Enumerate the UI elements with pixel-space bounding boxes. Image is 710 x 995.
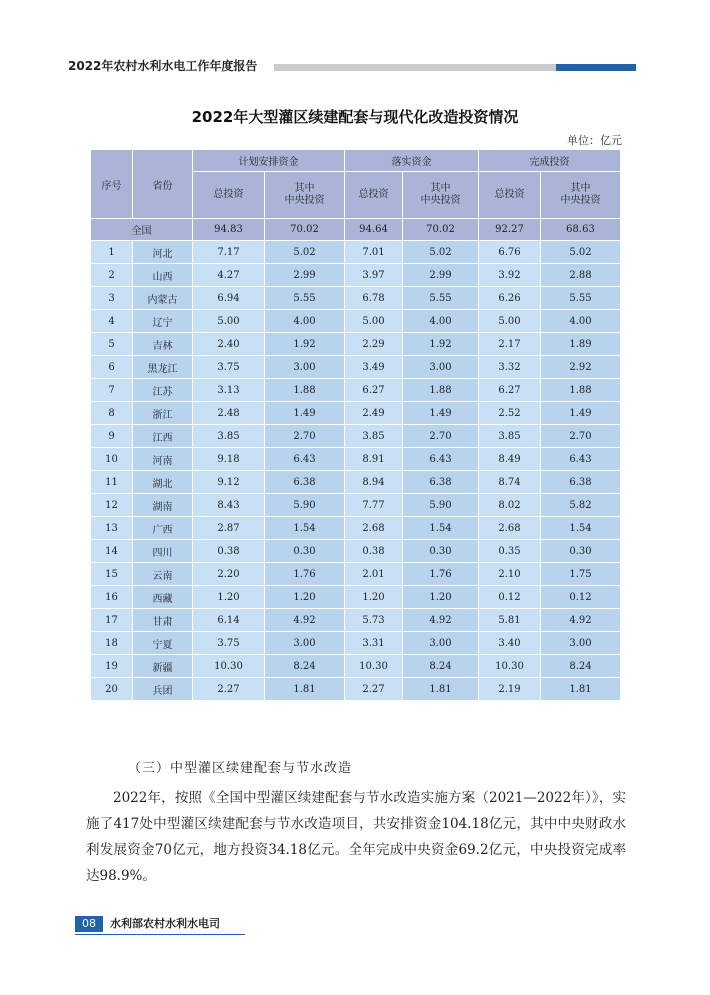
table-cell: 2.27 xyxy=(193,678,265,701)
table-cell: 6.14 xyxy=(193,609,265,632)
table-cell: 3.31 xyxy=(345,632,403,655)
row-index: 2 xyxy=(91,264,133,287)
table-cell: 6.94 xyxy=(193,287,265,310)
table-cell: 8.74 xyxy=(479,471,541,494)
table-cell: 1.92 xyxy=(403,333,479,356)
table-cell: 3.85 xyxy=(345,425,403,448)
table-cell: 1.76 xyxy=(265,563,345,586)
table-row xyxy=(91,471,621,494)
table-cell: 2.20 xyxy=(193,563,265,586)
row-province: 广西 xyxy=(133,517,193,540)
table-row xyxy=(91,540,621,563)
table-cell: 3.00 xyxy=(403,356,479,379)
table-cell: 2.17 xyxy=(479,333,541,356)
table-cell: 2.52 xyxy=(479,402,541,425)
table-cell: 5.02 xyxy=(541,241,621,264)
table-cell: 1.54 xyxy=(265,517,345,540)
table-cell: 5.55 xyxy=(265,287,345,310)
table-cell: 8.94 xyxy=(345,471,403,494)
header-rule-blue xyxy=(556,64,636,71)
table-cell: 9.12 xyxy=(193,471,265,494)
table-row xyxy=(91,586,621,609)
table-cell: 10.30 xyxy=(479,655,541,678)
table-cell: 3.85 xyxy=(479,425,541,448)
table-cell: 1.81 xyxy=(403,678,479,701)
table-cell: 0.38 xyxy=(193,540,265,563)
header-central-line1: 其中 xyxy=(570,183,591,194)
table-cell: 6.26 xyxy=(479,287,541,310)
table-row xyxy=(91,310,621,333)
row-province: 辽宁 xyxy=(133,310,193,333)
table-cell: 0.35 xyxy=(479,540,541,563)
header-central-invest xyxy=(541,172,621,219)
table-cell: 1.20 xyxy=(193,586,265,609)
table-cell: 1.20 xyxy=(403,586,479,609)
table-cell: 6.27 xyxy=(345,379,403,402)
table-row xyxy=(91,632,621,655)
row-province: 河南 xyxy=(133,448,193,471)
total-row xyxy=(91,219,621,241)
header-central-line1: 其中 xyxy=(294,183,315,194)
table-row xyxy=(91,517,621,540)
header-total-invest: 总投资 xyxy=(345,172,403,219)
row-province: 山西 xyxy=(133,264,193,287)
table-cell: 1.88 xyxy=(541,379,621,402)
table-cell: 2.01 xyxy=(345,563,403,586)
row-province: 宁夏 xyxy=(133,632,193,655)
table-cell: 5.00 xyxy=(479,310,541,333)
table-cell: 5.82 xyxy=(541,494,621,517)
header-total-invest: 总投资 xyxy=(479,172,541,219)
row-index: 19 xyxy=(91,655,133,678)
table-cell: 4.00 xyxy=(541,310,621,333)
header-total-invest: 总投资 xyxy=(193,172,265,219)
table-row xyxy=(91,402,621,425)
table-cell: 7.17 xyxy=(193,241,265,264)
header-central-line1: 其中 xyxy=(430,183,451,194)
table-cell: 3.97 xyxy=(345,264,403,287)
table-cell: 70.02 xyxy=(403,219,479,241)
table-cell: 8.24 xyxy=(541,655,621,678)
table-cell: 6.38 xyxy=(403,471,479,494)
row-province: 内蒙古 xyxy=(133,287,193,310)
row-index: 13 xyxy=(91,517,133,540)
table-cell: 6.76 xyxy=(479,241,541,264)
table-cell: 2.70 xyxy=(403,425,479,448)
table-cell: 3.75 xyxy=(193,632,265,655)
header-central-line2: 中央投资 xyxy=(420,195,461,206)
row-province: 兵团 xyxy=(133,678,193,701)
table-cell: 5.55 xyxy=(403,287,479,310)
table-row xyxy=(91,678,621,701)
table-cell: 5.00 xyxy=(193,310,265,333)
table-cell: 1.20 xyxy=(345,586,403,609)
table-cell: 5.00 xyxy=(345,310,403,333)
total-label: 全国 xyxy=(91,219,193,241)
row-province: 黑龙江 xyxy=(133,356,193,379)
table-cell: 2.68 xyxy=(345,517,403,540)
table-cell: 2.48 xyxy=(193,402,265,425)
table-cell: 4.92 xyxy=(403,609,479,632)
table-cell: 3.13 xyxy=(193,379,265,402)
table-cell: 4.92 xyxy=(541,609,621,632)
row-index: 9 xyxy=(91,425,133,448)
running-header-title: 2022年农村水利水电工作年度报告 xyxy=(68,59,258,73)
row-index: 10 xyxy=(91,448,133,471)
table-cell: 4.92 xyxy=(265,609,345,632)
table-cell: 2.29 xyxy=(345,333,403,356)
table-cell: 9.18 xyxy=(193,448,265,471)
table-cell: 5.90 xyxy=(265,494,345,517)
table-cell: 1.81 xyxy=(541,678,621,701)
table-cell: 2.70 xyxy=(541,425,621,448)
table-cell: 3.00 xyxy=(541,632,621,655)
table-row xyxy=(91,241,621,264)
row-index: 5 xyxy=(91,333,133,356)
table-cell: 4.00 xyxy=(403,310,479,333)
row-province: 湖北 xyxy=(133,471,193,494)
table-cell: 5.02 xyxy=(265,241,345,264)
table-cell: 5.55 xyxy=(541,287,621,310)
table-cell: 8.43 xyxy=(193,494,265,517)
table-cell: 1.54 xyxy=(541,517,621,540)
table-cell: 1.20 xyxy=(265,586,345,609)
row-index: 3 xyxy=(91,287,133,310)
table-cell: 1.49 xyxy=(403,402,479,425)
footer-rule xyxy=(75,934,245,935)
header-central-invest xyxy=(265,172,345,219)
row-province: 四川 xyxy=(133,540,193,563)
table-cell: 3.40 xyxy=(479,632,541,655)
table-cell: 6.78 xyxy=(345,287,403,310)
section-heading: （三）中型灌区续建配套与节水改造 xyxy=(128,761,353,776)
table-cell: 5.81 xyxy=(479,609,541,632)
table-cell: 3.00 xyxy=(265,356,345,379)
table-cell: 8.24 xyxy=(265,655,345,678)
row-province: 吉林 xyxy=(133,333,193,356)
table-cell: 10.30 xyxy=(345,655,403,678)
table-cell: 10.30 xyxy=(193,655,265,678)
table-cell: 8.49 xyxy=(479,448,541,471)
table-cell: 94.83 xyxy=(193,219,265,241)
header-planned-funds: 计划安排资金 xyxy=(193,150,345,172)
table-cell: 1.76 xyxy=(403,563,479,586)
row-index: 4 xyxy=(91,310,133,333)
table-cell: 4.27 xyxy=(193,264,265,287)
table-cell: 6.43 xyxy=(265,448,345,471)
table-row xyxy=(91,333,621,356)
row-index: 6 xyxy=(91,356,133,379)
table-cell: 68.63 xyxy=(541,219,621,241)
table-cell: 6.38 xyxy=(541,471,621,494)
table-cell: 3.49 xyxy=(345,356,403,379)
table-cell: 2.70 xyxy=(265,425,345,448)
row-province: 新疆 xyxy=(133,655,193,678)
table-row xyxy=(91,563,621,586)
table-cell: 2.88 xyxy=(541,264,621,287)
table-cell: 6.43 xyxy=(541,448,621,471)
table-cell: 1.88 xyxy=(403,379,479,402)
row-index: 20 xyxy=(91,678,133,701)
table-cell: 2.40 xyxy=(193,333,265,356)
table-cell: 0.12 xyxy=(541,586,621,609)
header-central-invest xyxy=(403,172,479,219)
row-index: 1 xyxy=(91,241,133,264)
table-cell: 1.89 xyxy=(541,333,621,356)
row-province: 甘肃 xyxy=(133,609,193,632)
row-index: 12 xyxy=(91,494,133,517)
table-cell: 4.00 xyxy=(265,310,345,333)
table-row xyxy=(91,425,621,448)
header-central-line2: 中央投资 xyxy=(284,195,325,206)
table-cell: 3.00 xyxy=(265,632,345,655)
row-province: 江苏 xyxy=(133,379,193,402)
table-cell: 1.49 xyxy=(265,402,345,425)
table-cell: 2.99 xyxy=(403,264,479,287)
table-cell: 7.01 xyxy=(345,241,403,264)
table-cell: 8.91 xyxy=(345,448,403,471)
table-row xyxy=(91,655,621,678)
table-cell: 0.30 xyxy=(265,540,345,563)
table-cell: 6.38 xyxy=(265,471,345,494)
table-cell: 5.02 xyxy=(403,241,479,264)
row-province: 河北 xyxy=(133,241,193,264)
table-cell: 3.92 xyxy=(479,264,541,287)
row-index: 16 xyxy=(91,586,133,609)
table-cell: 2.27 xyxy=(345,678,403,701)
table-cell: 2.10 xyxy=(479,563,541,586)
page-number: 08 xyxy=(75,916,103,932)
table-cell: 2.68 xyxy=(479,517,541,540)
table-cell: 1.54 xyxy=(403,517,479,540)
investment-table xyxy=(90,149,621,701)
table-row xyxy=(91,609,621,632)
table-cell: 8.02 xyxy=(479,494,541,517)
table-row xyxy=(91,287,621,310)
table-cell: 3.00 xyxy=(403,632,479,655)
table-cell: 1.88 xyxy=(265,379,345,402)
header-central-line2: 中央投资 xyxy=(560,195,601,206)
paragraph-text: 2022年，按照《全国中型灌区续建配套与节水改造实施方案（2021—2022年）》，实施了417处中型灌区续建配套与节水改造项目，共安排资金104.18亿元，其中中央财政水利发展资金70亿元，地方投资34.18亿元。全年完成中央资金69.2亿元，中央投资完成率达98.9%。 xyxy=(86,790,626,884)
header-rule-gray xyxy=(274,64,556,71)
table-cell: 1.75 xyxy=(541,563,621,586)
table-cell: 2.19 xyxy=(479,678,541,701)
table-cell: 0.30 xyxy=(403,540,479,563)
row-province: 浙江 xyxy=(133,402,193,425)
table-cell: 94.64 xyxy=(345,219,403,241)
table-cell: 1.81 xyxy=(265,678,345,701)
row-province: 云南 xyxy=(133,563,193,586)
row-index: 7 xyxy=(91,379,133,402)
table-cell: 92.27 xyxy=(479,219,541,241)
table-cell: 1.49 xyxy=(541,402,621,425)
table-cell: 0.12 xyxy=(479,586,541,609)
table-row xyxy=(91,448,621,471)
footer-organization: 水利部农村水利水电司 xyxy=(110,917,220,930)
row-province: 西藏 xyxy=(133,586,193,609)
body-paragraph xyxy=(86,785,626,889)
table-row xyxy=(91,494,621,517)
table-cell: 7.77 xyxy=(345,494,403,517)
row-index: 8 xyxy=(91,402,133,425)
table-cell: 5.90 xyxy=(403,494,479,517)
table-cell: 0.38 xyxy=(345,540,403,563)
table-title: 2022年大型灌区续建配套与现代化改造投资情况 xyxy=(191,108,519,126)
table-unit: 单位：亿元 xyxy=(567,134,622,147)
header-completed-investment: 完成投资 xyxy=(479,150,621,172)
table-cell: 3.75 xyxy=(193,356,265,379)
table-cell: 2.92 xyxy=(541,356,621,379)
header-index: 序号 xyxy=(91,150,133,219)
table-cell: 1.92 xyxy=(265,333,345,356)
row-province: 湖南 xyxy=(133,494,193,517)
table-cell: 3.32 xyxy=(479,356,541,379)
table-cell: 6.43 xyxy=(403,448,479,471)
table-cell: 8.24 xyxy=(403,655,479,678)
header-province: 省份 xyxy=(133,150,193,219)
row-province: 江西 xyxy=(133,425,193,448)
table-cell: 3.85 xyxy=(193,425,265,448)
row-index: 11 xyxy=(91,471,133,494)
table-row xyxy=(91,356,621,379)
table-cell: 5.73 xyxy=(345,609,403,632)
header-secured-funds: 落实资金 xyxy=(345,150,479,172)
table-cell: 0.30 xyxy=(541,540,621,563)
row-index: 18 xyxy=(91,632,133,655)
table-cell: 2.87 xyxy=(193,517,265,540)
table-cell: 2.99 xyxy=(265,264,345,287)
table-cell: 70.02 xyxy=(265,219,345,241)
table-row xyxy=(91,379,621,402)
row-index: 15 xyxy=(91,563,133,586)
row-index: 14 xyxy=(91,540,133,563)
table-cell: 2.49 xyxy=(345,402,403,425)
table-row xyxy=(91,264,621,287)
row-index: 17 xyxy=(91,609,133,632)
table-cell: 6.27 xyxy=(479,379,541,402)
